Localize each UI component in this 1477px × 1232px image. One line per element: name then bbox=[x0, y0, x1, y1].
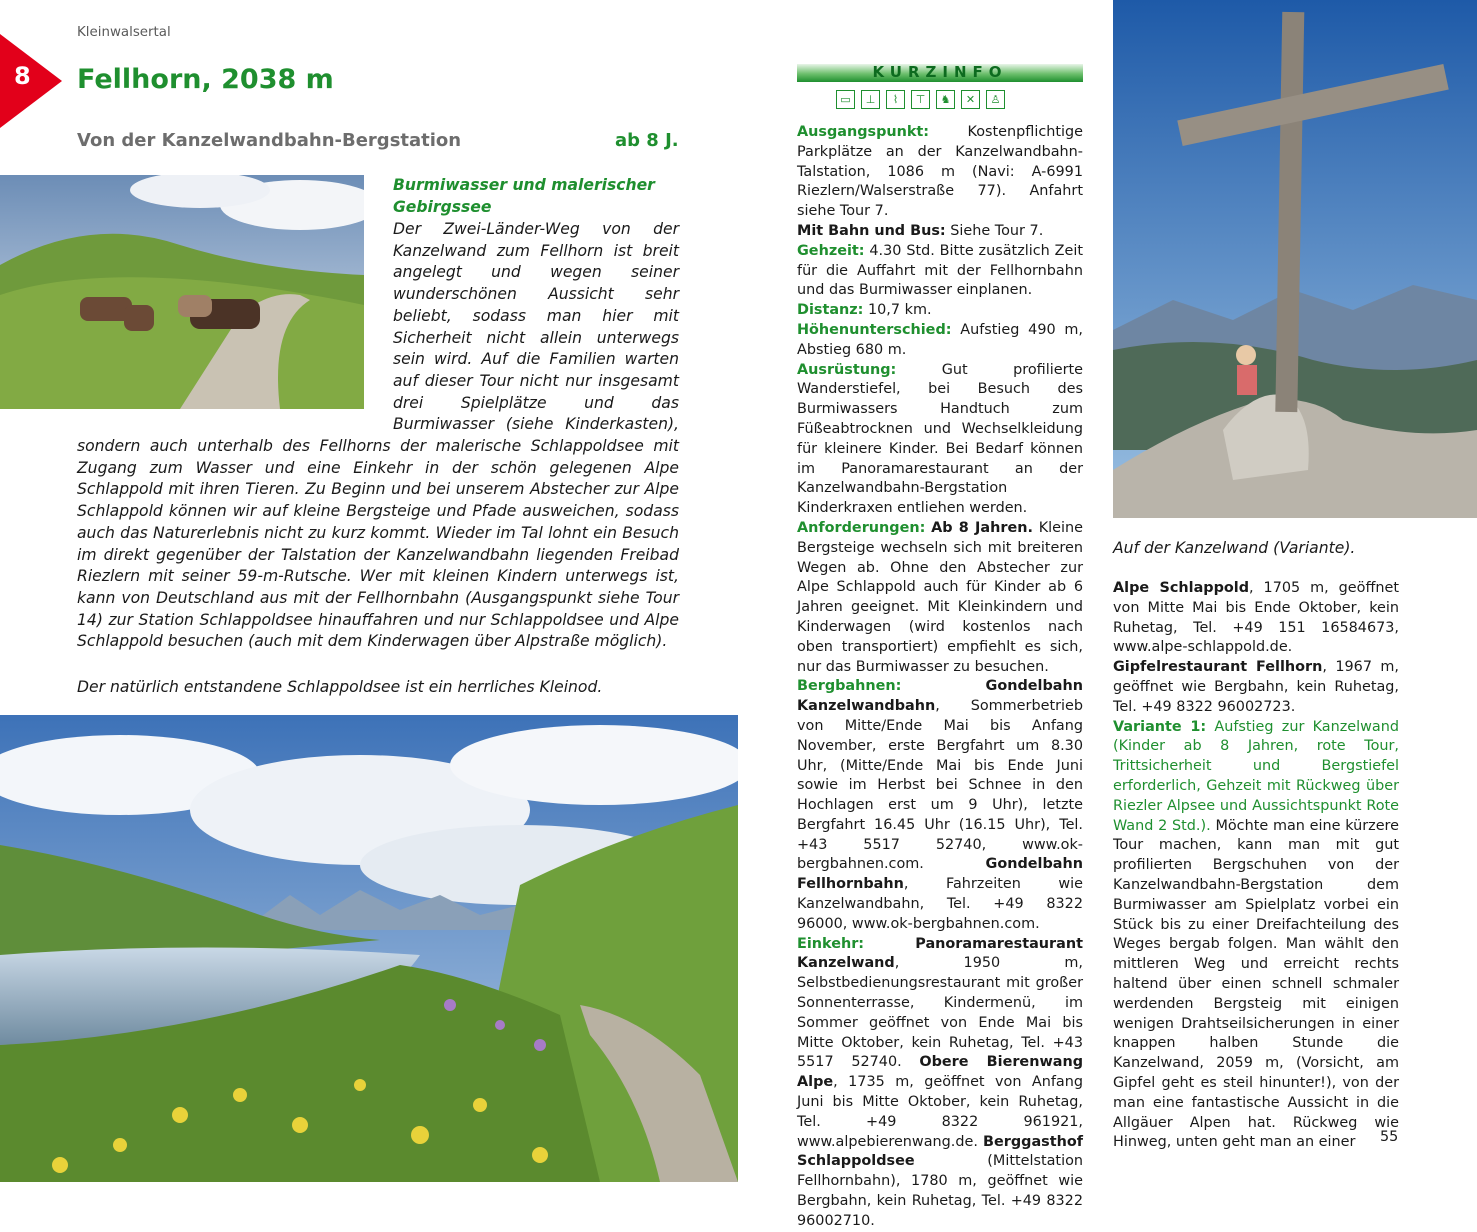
info-distanz: Distanz: 10,7 km. bbox=[797, 302, 932, 319]
kurzinfo-column bbox=[797, 123, 1083, 1232]
kurzinfo-icons bbox=[836, 90, 1005, 109]
info-anforderungen: Anforderungen: Ab 8 Jahren. Kleine Bergsteige wechseln sich mit breiteren Wegen ab. Ohne den Abstecher zur Alpe Schlappold auch für Kinder ab 6 Jahren geeignet. Mit Kleinkindern und Kinderwagen (wird kostenlos nach oben transportiert) empfiehlt es sich, nur das Burmiwasser zu besuchen. bbox=[797, 519, 1083, 675]
lake-caption: Der natürlich entstandene Schlappoldsee ist ein herrliches Kleinod. bbox=[77, 678, 603, 696]
info-ausruestung: Ausrüstung: Gut profilierte Wanderstiefel, bei Besuch des Burmiwassers Handtuch zum Füßeabtrocknen und Wechselkleidung für kleinere Kinder. Bei Bedarf können im Panoramarestaurant an der Kanzelwandbahn-Bergstation Kinderkraxen entliehen werden. bbox=[797, 361, 1083, 517]
region-label: Kleinwalsertal bbox=[77, 25, 171, 40]
intro-heading-line1: Burmiwasser und malerischer bbox=[393, 176, 655, 194]
age-recommendation: ab 8 J. bbox=[615, 130, 679, 151]
cross-caption: Auf der Kanzelwand (Variante). bbox=[1113, 539, 1356, 557]
animals-icon: ♞ bbox=[936, 90, 955, 109]
info-ausgangspunkt: Ausgangspunkt: Kostenpflichtige Parkplätze an der Kanzelwandbahn-Talstation, 1086 m (Navi: A-6991 Riezlern/Walserstraße 77). Anfahrt siehe Tour 7. bbox=[797, 124, 1083, 220]
alpe-schlappold-info: Alpe Schlappold, 1705 m, geöffnet von Mitte Mai bis Ende Oktober, kein Ruhetag, Tel. +49 151 16584673, www.alpe-schlappold.de. Gipfelrestaurant Fellhorn, 1967 m, geöffnet wie Bergbahn, kein Ruhetag, Tel. +49 8322 96002723. bbox=[1113, 580, 1399, 715]
tour-number: 8 bbox=[14, 62, 31, 90]
info-bergbahnen: Bergbahnen: Gondelbahn Kanzelwandbahn, Sommerbetrieb von Mitte/Ende Mai bis Anfang November, erste Bergfahrt um 8.30 Uhr, (Mitte/Ende Mai bis Ende Juni sowie im Herbst bei Schnee in den Hochlagen erst um 9 Uhr), letzte Bergfahrt 16.45 Uhr (16.15 Uhr), Tel. +43 5517 52740, www.ok-bergbahnen.com. Gondelbahn Fellhornbahn, Fahrzeiten wie Kanzelwandbahn, Tel. +49 8322 96000, www.ok-bergbahnen.com. bbox=[797, 678, 1083, 932]
intro-text: Der Zwei-Länder-Weg von der Kanzelwand zum Fellhorn ist breit angelegt und wegen seiner wunderschönen Aussicht sehr beliebt, sodass man hier mit Sicherheit nicht allein unterwegs sein wird. Auf die Familien warten auf dieser Tour nicht nur insgesamt drei Spielplätze und das Burmiwasser (siehe Kinderkasten), sondern auch unterhalb des Fellhorns der malerische Schlappoldsee mit Zugang zum Wasser und eine Einkehr in der schön gelegenen Alpe Schlappold mit ihren Tieren. Zu Beginn und bei unserem Abstecher zur Alpe Schlappold können wir auf kleine Bergsteige und Pfade ausweichen, sodass auch das Naturerlebnis nicht zu kurz kommt. Wieder im Tal lohnt ein Besuch im direkt gegenüber der Talstation der Kanzelwandbahn liegenden Freibad Riezlern mit seiner 59-m-Rutsche. Wer mit kleinen Kindern unterwegs ist, kann von Deutschland aus mit der Fellhornbahn (Ausgangspunkt siehe Tour 14) zur Station Schlappoldsee hinauffahren und nur Schlappoldsee und Alpe Schlappold besuchen (auch mit dem Kinderwagen über Alpstraße möglich). bbox=[77, 220, 679, 651]
bathing-icon: ✕ bbox=[961, 90, 980, 109]
tour-number-badge bbox=[0, 34, 62, 128]
info-gehzeit: Gehzeit: 4.30 Std. Bitte zusätzlich Zeit für die Auffahrt mit der Fellhornbahn und das Burmiwasser einplanen. bbox=[797, 242, 1083, 299]
bus-icon: ▭ bbox=[836, 90, 855, 109]
intro-heading bbox=[393, 175, 679, 218]
variant-info: Variante 1: Aufstieg zur Kanzelwand (Kinder ab 8 Jahren, rote Tour, Trittsicherheit und Bergstiefel erforderlich, Gehzeit mit Rückweg über Riezler Alpsee und Aussichtspunkt Rote Wand 2 Std.). Möchte man eine kürzere Tour machen, kann man mit gut profilierten Bergschuhen von der Kanzelwandbahn-Bergstation dem Burmiwasser am Spielplatz vorbei ein Stück bis zu einer Dreifachteilung des Weges bergab folgen. Man wählt den mittleren Weg und erreicht rechts haltend über einen schnell schmaler werdenden Bergsteig mit einigen wenigen Drahtseilsicherungen in einer knappen halben Stunde die Kanzelwand, 2059 m, (Vorsicht, am Gipfel geht es steil hinunter!), von der man eine fantastische Aussicht in die Allgäuer Alpen hat. Rückweg wie Hinweg, unten geht man an einer bbox=[1113, 718, 1399, 1151]
info-hoehenunterschied: Höhenunterschied: Aufstieg 490 m, Abstieg 680 m. bbox=[797, 321, 1083, 358]
page-subtitle: Von der Kanzelwandbahn-Bergstation bbox=[77, 130, 462, 151]
family-icon: ♙ bbox=[986, 90, 1005, 109]
page-number: 55 bbox=[1380, 1129, 1399, 1145]
right-column bbox=[1113, 579, 1399, 1153]
intro-heading-line2: Gebirgssee bbox=[393, 197, 492, 216]
intro-body bbox=[77, 219, 679, 653]
restaurant-icon: ⊤ bbox=[911, 90, 930, 109]
kurzinfo-title: KURZINFO bbox=[872, 63, 1008, 81]
page-title: Fellhorn, 2038 m bbox=[77, 64, 334, 95]
cable-car-icon: ⊥ bbox=[861, 90, 880, 109]
info-einkehr: Einkehr: Panoramarestaurant Kanzelwand, 1950 m, Selbstbedienungsrestaurant mit großer Sonnenterrasse, Kindermenü, im Sommer geöffnet von Ende Mai bis Mitte Oktober, kein Ruhetag, Tel. +43 5517 52740. Obere Bierenwang Alpe, 1735 m, geöffnet von Anfang Juni bis Mitte Oktober, kein Ruhetag, Tel. +49 8322 961921, www.alpebierenwang.de. Berggasthof Schlappoldsee (Mittelstation Fellhornbahn), 1780 m, geöffnet wie Bergbahn, kein Ruhetag, Tel. +49 8322 96002710. bbox=[797, 935, 1083, 1229]
playground-icon: ⌇ bbox=[886, 90, 905, 109]
summit-cross-photo bbox=[1113, 0, 1477, 518]
lake-photo bbox=[0, 715, 738, 1182]
info-bahn-bus: Mit Bahn und Bus: Siehe Tour 7. bbox=[797, 222, 1044, 239]
